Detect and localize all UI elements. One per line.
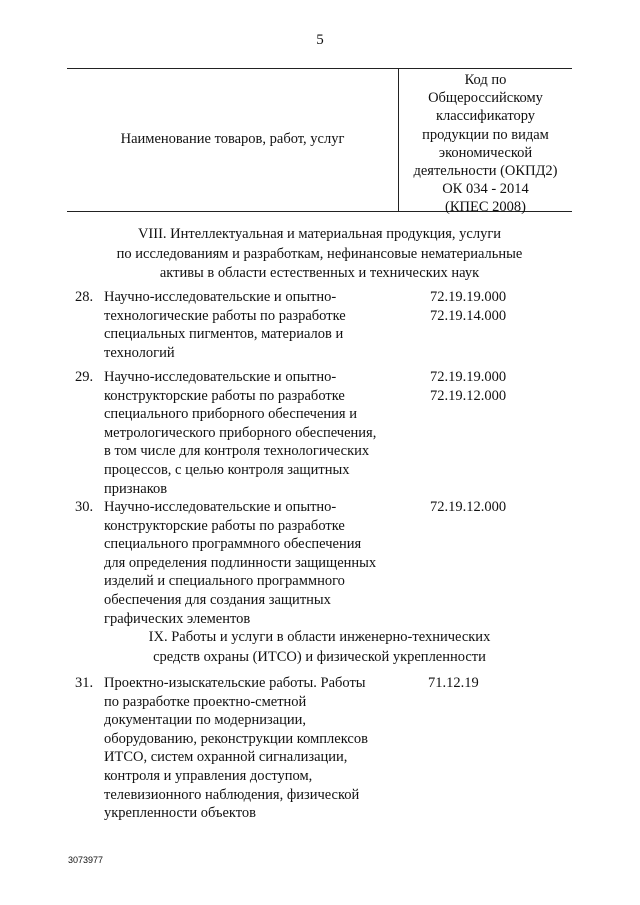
item-number: 28. — [75, 289, 94, 305]
header-code-line: классификатору — [435, 108, 536, 125]
item-line: ИТСО, систем охранной сигнализации, — [104, 749, 348, 766]
item-line: для определения подлинности защищенных — [104, 554, 377, 571]
item-codes — [430, 368, 540, 405]
item-line: по разработке проектно-сметной — [104, 693, 307, 710]
header-code-column — [399, 71, 572, 217]
item-line: документации по модернизации, — [104, 712, 307, 729]
item-line: конструкторские работы по разработке — [104, 517, 345, 534]
section-title-line: средств охраны (ИТСО) и физической укрепленности — [153, 648, 486, 665]
item-line: специального программного обеспечения — [104, 536, 362, 553]
item-line: укрепленности объектов — [104, 805, 256, 822]
item-line: контроля и управления доступом, — [104, 767, 313, 784]
item-description — [104, 674, 368, 823]
item-line: технологий — [104, 344, 175, 361]
item-description — [104, 498, 376, 628]
section-title-line: IX. Работы и услуги в области инженерно-технических — [148, 629, 491, 645]
item-line: телевизионного наблюдения, физической — [104, 786, 360, 803]
header-code-line: (КПЕС 2008) — [445, 199, 526, 216]
header-code-line: Код по — [464, 72, 507, 88]
header-name-label: Наименование товаров, работ, услуг — [120, 131, 345, 147]
item-code: 72.19.12.000 — [430, 499, 507, 515]
item-line: обеспечения для создания защитных — [104, 591, 331, 608]
document-id-footer: 3073977 — [68, 855, 104, 865]
item-codes — [430, 288, 540, 325]
item-line: конструкторские работы по разработке — [104, 387, 345, 404]
item-line: признаков — [104, 480, 168, 497]
page-number: 5 — [316, 32, 324, 48]
item-line: специальных пигментов, материалов и — [104, 326, 344, 343]
item-line: изделий и специального программного — [104, 573, 345, 590]
section-title-line: VIII. Интеллектуальная и материальная продукция, услуги — [137, 226, 502, 242]
section-title-line: активы в области естественных и технических наук — [159, 265, 480, 281]
item-line: Проектно-изыскательские работы. Работы — [104, 675, 366, 691]
header-code-line: продукции по видам — [422, 126, 549, 143]
item-line: Научно-исследовательские и опытно- — [104, 289, 337, 305]
item-line: метрологического приборного обеспечения, — [104, 424, 377, 441]
item-code: 72.19.14.000 — [430, 307, 507, 324]
item-code: 71.12.19 — [428, 675, 479, 691]
item-number: 31. — [75, 675, 94, 691]
item-description — [104, 288, 346, 362]
item-code: 72.19.19.000 — [430, 369, 507, 385]
section-title-ix — [67, 628, 572, 667]
item-line: в том числе для контроля технологических — [104, 443, 370, 460]
item-number: 30. — [75, 499, 94, 515]
item-description — [104, 368, 376, 498]
header-code-line: Общероссийскому — [428, 90, 543, 107]
item-codes — [430, 498, 540, 517]
item-code: 72.19.12.000 — [430, 387, 507, 404]
section-title-viii — [67, 225, 572, 284]
header-code-line: ОК 034 - 2014 — [442, 181, 529, 198]
item-line: технологические работы по разработке — [104, 307, 346, 324]
item-line: специального приборного обеспечения и — [104, 406, 357, 423]
header-name-column — [67, 68, 398, 211]
item-line: Научно-исследовательские и опытно- — [104, 499, 337, 515]
item-line: оборудованию, реконструкции комплексов — [104, 730, 368, 747]
section-title-line: по исследованиям и разработкам, нефинансовые нематериальные — [116, 245, 523, 262]
item-line: графических элементов — [104, 610, 251, 627]
item-codes — [428, 674, 538, 693]
item-code: 72.19.19.000 — [430, 289, 507, 305]
item-number: 29. — [75, 369, 94, 385]
header-code-line: экономической — [438, 144, 533, 161]
item-line: Научно-исследовательские и опытно- — [104, 369, 337, 385]
header-code-line: деятельности (ОКПД2) — [413, 163, 558, 180]
item-line: процессов, с целью контроля защитных — [104, 461, 350, 478]
